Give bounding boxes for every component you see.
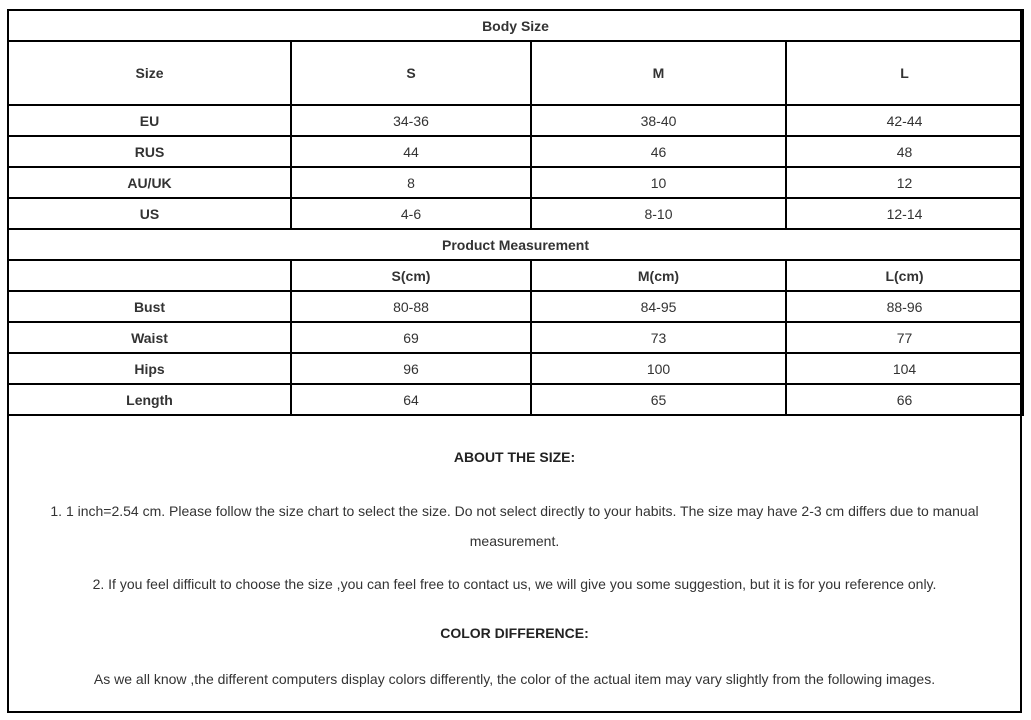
row-label: EU bbox=[8, 105, 291, 136]
row-label: RUS bbox=[8, 136, 291, 167]
row-label: AU/UK bbox=[8, 167, 291, 198]
table-cell: 96 bbox=[291, 353, 531, 384]
table-cell: 8 bbox=[291, 167, 531, 198]
table-cell: 12-14 bbox=[786, 198, 1023, 229]
about-size-heading: ABOUT THE SIZE: bbox=[453, 449, 576, 465]
measurement-header-label bbox=[8, 260, 291, 291]
size-header-m: M bbox=[531, 41, 786, 105]
table-cell: 64 bbox=[291, 384, 531, 415]
table-cell: 88-96 bbox=[786, 291, 1023, 322]
table-cell: 48 bbox=[786, 136, 1023, 167]
table-row bbox=[8, 136, 1023, 167]
size-note-2: 2. If you feel difficult to choose the size ,you can feel free to contact us, we will give you some suggestion, but it is for you reference only. bbox=[92, 576, 937, 592]
table-cell: 34-36 bbox=[291, 105, 531, 136]
color-difference-heading: COLOR DIFFERENCE: bbox=[440, 625, 589, 641]
table-row bbox=[8, 167, 1023, 198]
table-cell: 8-10 bbox=[531, 198, 786, 229]
table-row bbox=[8, 353, 1023, 384]
table-row bbox=[8, 105, 1023, 136]
size-header-s: S bbox=[291, 41, 531, 105]
table-cell: 73 bbox=[531, 322, 786, 353]
table-cell: 104 bbox=[786, 353, 1023, 384]
product-measurement-title: Product Measurement bbox=[8, 229, 1023, 260]
measurement-header-l: L(cm) bbox=[786, 260, 1023, 291]
body-size-title: Body Size bbox=[8, 10, 1023, 41]
table-cell: 42-44 bbox=[786, 105, 1023, 136]
table-row bbox=[8, 322, 1023, 353]
table-cell: 46 bbox=[531, 136, 786, 167]
table-cell: 100 bbox=[531, 353, 786, 384]
table-cell: 84-95 bbox=[531, 291, 786, 322]
table-cell: 10 bbox=[531, 167, 786, 198]
table-cell: 69 bbox=[291, 322, 531, 353]
size-notes bbox=[9, 439, 1020, 711]
size-chart-table bbox=[7, 9, 1024, 416]
table-cell: 44 bbox=[291, 136, 531, 167]
table-cell: 4-6 bbox=[291, 198, 531, 229]
table-row bbox=[8, 198, 1023, 229]
row-label: Hips bbox=[8, 353, 291, 384]
row-label: Length bbox=[8, 384, 291, 415]
table-cell: 65 bbox=[531, 384, 786, 415]
table-cell: 38-40 bbox=[531, 105, 786, 136]
size-header-label: Size bbox=[8, 41, 291, 105]
table-cell: 12 bbox=[786, 167, 1023, 198]
table-cell: 80-88 bbox=[291, 291, 531, 322]
row-label: US bbox=[8, 198, 291, 229]
measurement-header-s: S(cm) bbox=[291, 260, 531, 291]
row-label: Waist bbox=[8, 322, 291, 353]
size-note-1: 1. 1 inch=2.54 cm. Please follow the size chart to select the size. Do not select directly to your habits. The size may have 2-3 cm differs due to manual measurement. bbox=[50, 503, 979, 549]
table-cell: 77 bbox=[786, 322, 1023, 353]
measurement-header-m: M(cm) bbox=[531, 260, 786, 291]
table-cell: 66 bbox=[786, 384, 1023, 415]
table-row bbox=[8, 291, 1023, 322]
size-header-l: L bbox=[786, 41, 1023, 105]
color-difference-text: As we all know ,the different computers display colors differently, the color of the actual item may vary slightly from the following images. bbox=[93, 671, 936, 687]
table-row bbox=[8, 384, 1023, 415]
row-label: Bust bbox=[8, 291, 291, 322]
